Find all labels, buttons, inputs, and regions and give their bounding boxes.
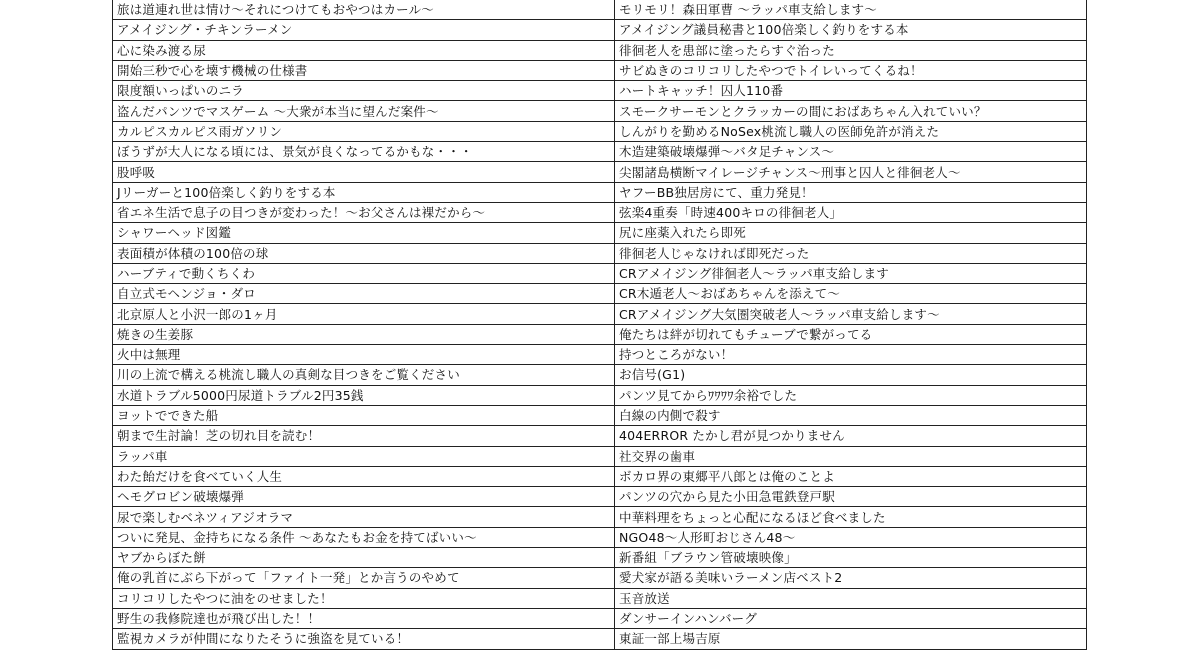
cell-right[interactable]: 木造建築破壊爆弾～バタ足チャンス～: [615, 142, 1087, 162]
table-row: [113, 101, 1087, 121]
cell-right[interactable]: 東証一部上場吉原: [615, 629, 1087, 649]
cell-right[interactable]: 尻に座薬入れたら即死: [615, 223, 1087, 243]
cell-right[interactable]: ハートキャッチ！囚人110番: [615, 81, 1087, 101]
table-row: [113, 385, 1087, 405]
table-row: [113, 568, 1087, 588]
cell-right[interactable]: 中華料理をちょっと心配になるほど食べました: [615, 507, 1087, 527]
table-row: [113, 243, 1087, 263]
cell-right[interactable]: ヤフーBB独居房にて、重力発見！: [615, 182, 1087, 202]
table-row: [113, 608, 1087, 628]
cell-right[interactable]: アメイジング議員秘書と100倍楽しく釣りをする本: [615, 20, 1087, 40]
table-row: [113, 81, 1087, 101]
table-row: [113, 40, 1087, 60]
cell-left[interactable]: 川の上流で構える桃流し職人の真剣な目つきをご覧ください: [113, 365, 615, 385]
table-row: [113, 365, 1087, 385]
table-row: [113, 466, 1087, 486]
cell-right[interactable]: 弦楽4重奏「時速400キロの徘徊老人」: [615, 202, 1087, 222]
cell-left[interactable]: ぼうずが大人になる頃には、景気が良くなってるかもな・・・: [113, 142, 615, 162]
cell-left[interactable]: アメイジング・チキンラーメン: [113, 20, 615, 40]
cell-right[interactable]: 404ERROR たかし君が見つかりません: [615, 426, 1087, 446]
cell-left[interactable]: ヨットでできた船: [113, 405, 615, 425]
cell-right[interactable]: 社交界の歯車: [615, 446, 1087, 466]
cell-right[interactable]: しんがりを勤めるNoSex桃流し職人の医師免許が消えた: [615, 121, 1087, 141]
table-body: [113, 0, 1087, 649]
table-row: [113, 588, 1087, 608]
spreadsheet: [112, 0, 1086, 647]
cell-right[interactable]: モリモリ！森田軍曹 ～ラッパ車支給します～: [615, 0, 1087, 20]
cell-left[interactable]: わた飴だけを食べていく人生: [113, 466, 615, 486]
cell-left[interactable]: ハーブティで動くちくわ: [113, 263, 615, 283]
title-list-table: [112, 0, 1087, 650]
cell-left[interactable]: 監視カメラが仲間になりたそうに強盗を見ている！: [113, 629, 615, 649]
cell-left[interactable]: 朝まで生討論！芝の切れ目を読む！: [113, 426, 615, 446]
cell-right[interactable]: CRアメイジング大気圏突破老人～ラッパ車支給します～: [615, 304, 1087, 324]
cell-right[interactable]: 徘徊老人じゃなければ即死だった: [615, 243, 1087, 263]
cell-left[interactable]: 野生の我修院達也が飛び出した！！: [113, 608, 615, 628]
table-row: [113, 324, 1087, 344]
table-row: [113, 0, 1087, 20]
cell-left[interactable]: ヤブからぼた餅: [113, 548, 615, 568]
table-row: [113, 60, 1087, 80]
table-row: [113, 20, 1087, 40]
cell-left[interactable]: 旅は道連れ世は情け～それにつけてもおやつはカール～: [113, 0, 615, 20]
cell-right[interactable]: 尖閣諸島横断マイレージチャンス～刑事と囚人と徘徊老人～: [615, 162, 1087, 182]
table-row: [113, 426, 1087, 446]
cell-right[interactable]: NGO48～人形町おじさん48～: [615, 527, 1087, 547]
cell-left[interactable]: 心に染み渡る尿: [113, 40, 615, 60]
cell-left[interactable]: シャワーヘッド図鑑: [113, 223, 615, 243]
cell-right[interactable]: CRアメイジング徘徊老人～ラッパ車支給します: [615, 263, 1087, 283]
table-row: [113, 263, 1087, 283]
cell-left[interactable]: Jリーガーと100倍楽しく釣りをする本: [113, 182, 615, 202]
cell-left[interactable]: 表面積が体積の100倍の球: [113, 243, 615, 263]
cell-right[interactable]: ボカロ界の東郷平八郎とは俺のことよ: [615, 466, 1087, 486]
table-row: [113, 548, 1087, 568]
cell-left[interactable]: 尿で楽しむベネツィアジオラマ: [113, 507, 615, 527]
cell-left[interactable]: 盗んだパンツでマスゲーム ～大衆が本当に望んだ案件～: [113, 101, 615, 121]
cell-left[interactable]: 俺の乳首にぶら下がって「ファイト一発」とか言うのやめて: [113, 568, 615, 588]
cell-right[interactable]: パンツの穴から見た小田急電鉄登戸駅: [615, 487, 1087, 507]
cell-right[interactable]: 俺たちは絆が切れてもチューブで繋がってる: [615, 324, 1087, 344]
cell-left[interactable]: 水道トラブル5000円尿道トラブル2円35銭: [113, 385, 615, 405]
table-row: [113, 507, 1087, 527]
cell-left[interactable]: 股呼吸: [113, 162, 615, 182]
cell-left[interactable]: コリコリしたやつに油をのせました！: [113, 588, 615, 608]
cell-left[interactable]: 自立式モヘンジョ・ダロ: [113, 284, 615, 304]
cell-right[interactable]: ダンサーインハンバーグ: [615, 608, 1087, 628]
cell-right[interactable]: スモークサーモンとクラッカーの間におばあちゃん入れていい？: [615, 101, 1087, 121]
table-row: [113, 527, 1087, 547]
table-row: [113, 162, 1087, 182]
cell-right[interactable]: 徘徊老人を患部に塗ったらすぐ治った: [615, 40, 1087, 60]
cell-left[interactable]: 焼きの生姜豚: [113, 324, 615, 344]
table-row: [113, 202, 1087, 222]
cell-left[interactable]: 火中は無理: [113, 345, 615, 365]
table-row: [113, 487, 1087, 507]
cell-left[interactable]: カルピスカルピス雨ガソリン: [113, 121, 615, 141]
table-row: [113, 629, 1087, 649]
cell-left[interactable]: 開始三秒で心を壊す機械の仕様書: [113, 60, 615, 80]
cell-left[interactable]: ラッパ車: [113, 446, 615, 466]
cell-left[interactable]: 省エネ生活で息子の目つきが変わった！～お父さんは裸だから～: [113, 202, 615, 222]
table-row: [113, 121, 1087, 141]
cell-right[interactable]: サビぬきのコリコリしたやつでトイレいってくるね！: [615, 60, 1087, 80]
cell-right[interactable]: 白線の内側で殺す: [615, 405, 1087, 425]
cell-left[interactable]: 北京原人と小沢一郎の1ヶ月: [113, 304, 615, 324]
cell-right[interactable]: お信号(G1): [615, 365, 1087, 385]
cell-right[interactable]: 新番組「ブラウン管破壊映像」: [615, 548, 1087, 568]
cell-right[interactable]: CR木遁老人～おばあちゃんを添えて～: [615, 284, 1087, 304]
cell-left[interactable]: ヘモグロビン破壊爆弾: [113, 487, 615, 507]
table-row: [113, 446, 1087, 466]
table-row: [113, 304, 1087, 324]
table-row: [113, 223, 1087, 243]
table-row: [113, 284, 1087, 304]
table-row: [113, 142, 1087, 162]
cell-right[interactable]: パンツ見てからﾜﾜﾜﾜ余裕でした: [615, 385, 1087, 405]
table-row: [113, 345, 1087, 365]
table-row: [113, 405, 1087, 425]
cell-left[interactable]: 限度額いっぱいのニラ: [113, 81, 615, 101]
cell-left[interactable]: ついに発見、金持ちになる条件 ～あなたもお金を持てばいい～: [113, 527, 615, 547]
cell-right[interactable]: 玉音放送: [615, 588, 1087, 608]
cell-right[interactable]: 持つところがない！: [615, 345, 1087, 365]
cell-right[interactable]: 愛犬家が語る美味いラーメン店ベスト2: [615, 568, 1087, 588]
table-row: [113, 182, 1087, 202]
